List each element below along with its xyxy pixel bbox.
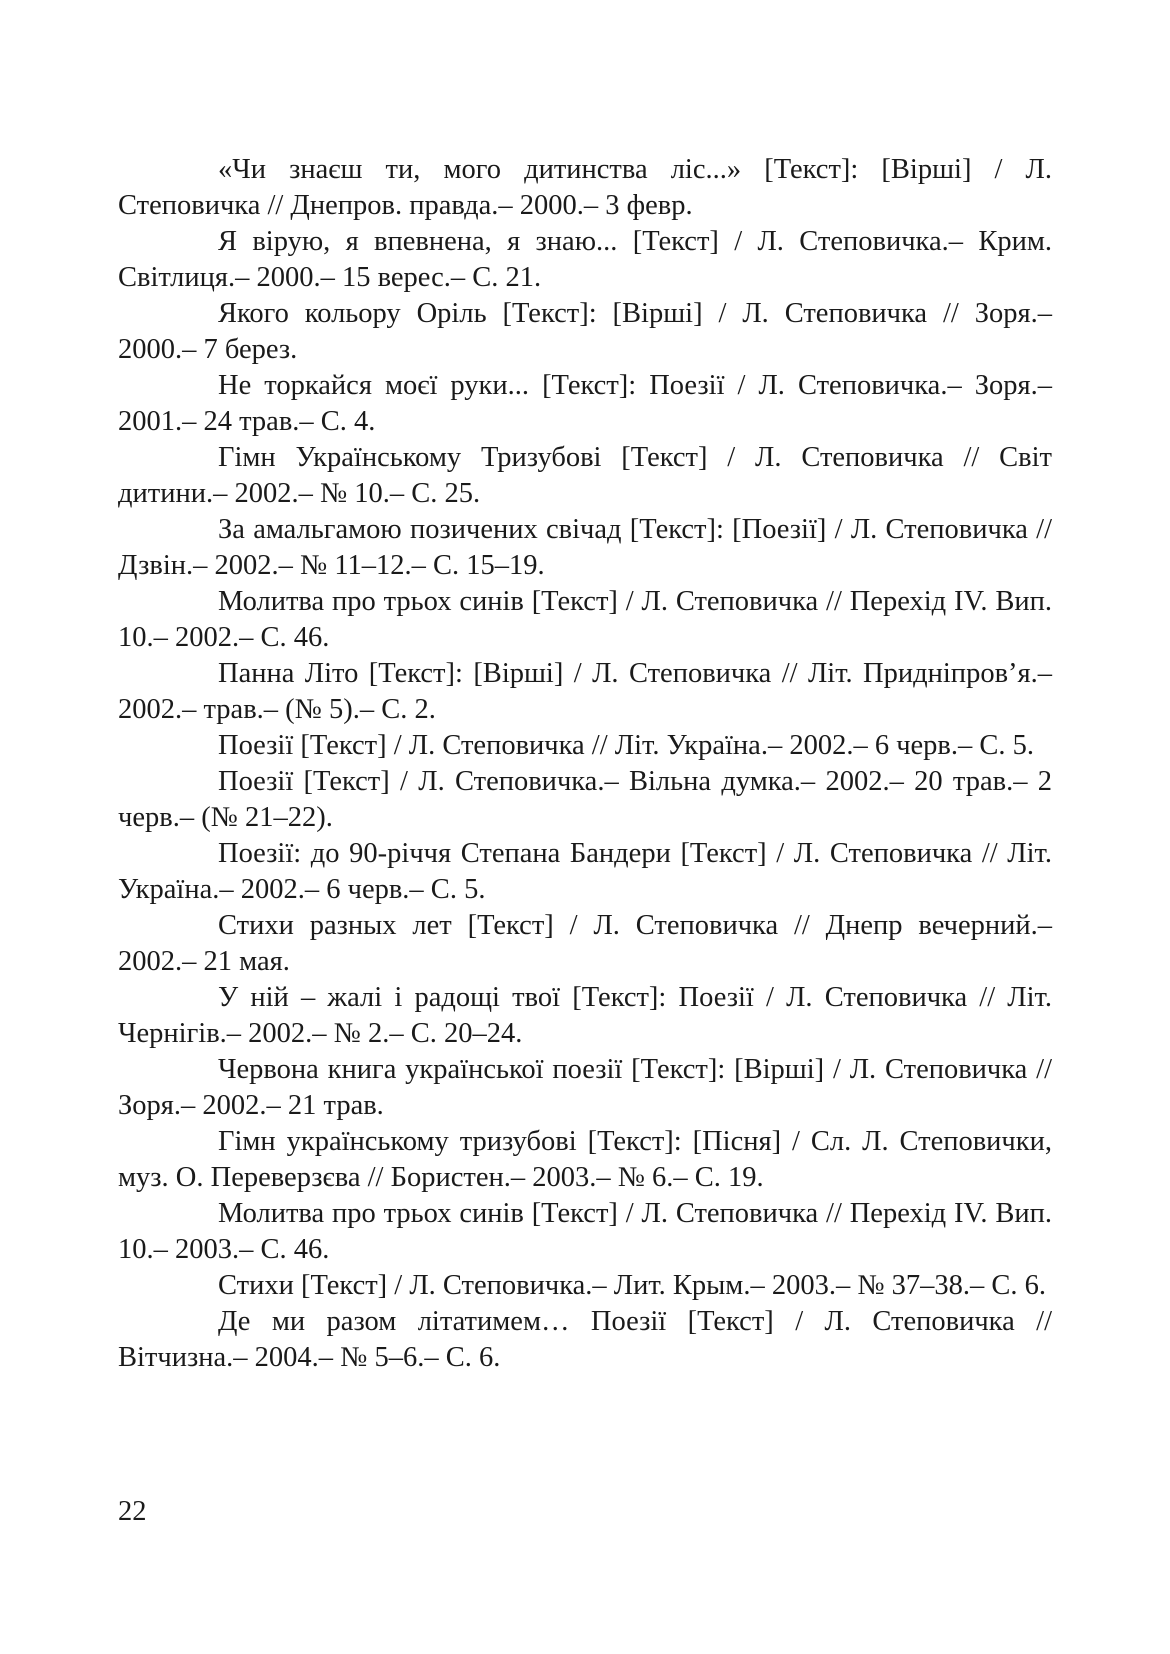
bibliography-entry: Поезії [Текст] / Л. Степовичка.– Вільна думка.– 2002.– 20 трав.– 2 черв.– (№ 21–22). (118, 766, 1052, 833)
bibliography-entry: «Чи знаєш ти, мого дитинства ліс...» [Текст]: [Вірші] / Л. Степовичка // Днепров. правда.– 2000.– 3 февр. (118, 154, 1052, 221)
bibliography-entry: Якого кольору Оріль [Текст]: [Вірші] / Л. Степовичка // Зоря.– 2000.– 7 берез. (118, 298, 1052, 365)
bibliography-entry: Стихи [Текст] / Л. Степовичка.– Лит. Крым.– 2003.– № 37–38.– С. 6. (218, 1270, 1047, 1301)
bibliography-entry: Я вірую, я впевнена, я знаю... [Текст] / Л. Степовичка.– Крим. Світлиця.– 2000.– 15 верес.– С. 21. (118, 226, 1052, 293)
bibliography-entry: Гімн Українському Тризубові [Текст] / Л. Степовичка // Світ дитини.– 2002.– № 10.– С. 25. (118, 442, 1052, 509)
bibliography-entry: Де ми разом літатимем… Поезії [Текст] / Л. Степовичка // Вітчизна.– 2004.– № 5–6.– С. 6. (118, 1306, 1052, 1373)
bibliography-entry: Гімн українському тризубові [Текст]: [Пісня] / Сл. Л. Степовички, муз. О. Переверзєва // Бористен.– 2003.– № 6.– С. 19. (118, 1126, 1052, 1193)
bibliography-entry: Поезії [Текст] / Л. Степовичка // Літ. Україна.– 2002.– 6 черв.– С. 5. (218, 730, 1035, 761)
bibliography-entry: Молитва про трьох синів [Текст] / Л. Степовичка // Перехід ІV. Вип. 10.– 2003.– С. 46. (118, 1198, 1052, 1265)
bibliography-entry: Стихи разных лет [Текст] / Л. Степовичка // Днепр вечерний.– 2002.– 21 мая. (118, 910, 1052, 977)
bibliography-entry: Молитва про трьох синів [Текст] / Л. Степовичка // Перехід ІV. Вип. 10.– 2002.– С. 46. (118, 586, 1052, 653)
bibliography-list (118, 152, 1052, 1376)
bibliography-entry: За амальгамою позичених свічад [Текст]: [Поезії] / Л. Степовичка // Дзвін.– 2002.– № 11–12.– С. 15–19. (118, 514, 1052, 581)
bibliography-entry: Поезії: до 90-річчя Степана Бандери [Текст] / Л. Степовичка // Літ. Україна.– 2002.– 6 черв.– С. 5. (118, 838, 1052, 905)
bibliography-entry: Не торкайся моєї руки... [Текст]: Поезії / Л. Степовичка.– Зоря.– 2001.– 24 трав.– С. 4. (118, 370, 1052, 437)
bibliography-entry: У ній – жалі і радощі твої [Текст]: Поезії / Л. Степовичка // Літ. Чернігів.– 2002.– № 2.– С. 20–24. (118, 982, 1052, 1049)
page-number: 22 (118, 1496, 147, 1527)
bibliography-entry: Панна Літо [Текст]: [Вірші] / Л. Степовичка // Літ. Придніпров’я.– 2002.– трав.– (№ 5).– С. 2. (118, 658, 1052, 725)
bibliography-entry: Червона книга української поезії [Текст]: [Вірші] / Л. Степовичка // Зоря.– 2002.– 21 трав. (118, 1054, 1052, 1121)
